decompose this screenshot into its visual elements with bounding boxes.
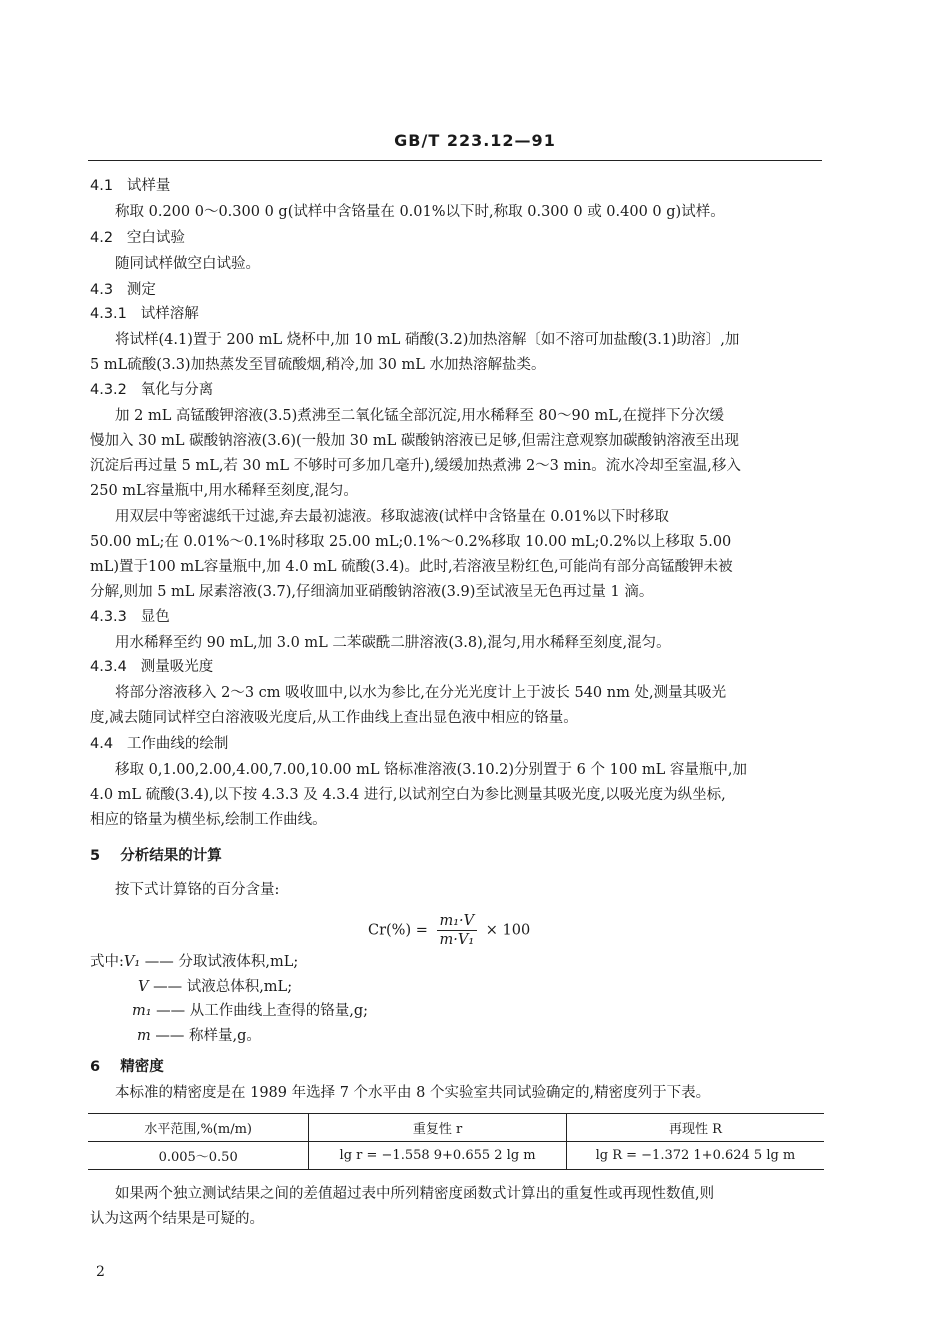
paragraph-line: 如果两个独立测试结果之间的差值超过表中所列精密度函数式计算出的重复性或再现性数值,则 [115, 1186, 715, 1202]
section-title: 工作曲线的绘制 [126, 736, 229, 752]
paragraph-line: 用双层中等密滤纸干过滤,弃去最初滤液。移取滤液(试样中含铬量在 0.01%以下时移取 [115, 509, 669, 525]
section-number: 5 [90, 848, 101, 864]
where-clause-item [137, 1026, 261, 1046]
where-clause-item [138, 977, 292, 997]
section-4-1-heading [90, 176, 170, 196]
formula-lhs: Cr(%) = [368, 922, 428, 939]
section-6-heading [90, 1057, 164, 1077]
where-clause-item [90, 952, 298, 972]
section-number: 4.2 [90, 230, 114, 246]
section-number: 4.3.3 [90, 609, 127, 625]
calculation-formula [368, 912, 530, 949]
paragraph-line: 用水稀释至约 90 mL,加 3.0 mL 二苯碳酰二肼溶液(3.8),混匀,用水稀释至刻度,混匀。 [115, 635, 671, 651]
section-4-4-heading [90, 734, 228, 754]
section-4-3-2-heading [90, 380, 213, 400]
section-number: 4.1 [90, 178, 114, 194]
paragraph-line: 5 mL硫酸(3.3)加热蒸发至冒硫酸烟,稍冷,加 30 mL 水加热溶解盐类。 [90, 357, 546, 373]
standard-code-header: GB/T 223.12—91 [394, 131, 556, 150]
section-title: 氧化与分离 [140, 382, 214, 398]
variable-description: —— 从工作曲线上查得的铬量,g; [156, 1003, 369, 1019]
variable-symbol: m₁ [132, 1003, 152, 1019]
table-row [88, 1142, 824, 1170]
variable-symbol: V₁ [123, 954, 141, 970]
column-header: 水平范围,%(m/m) [88, 1114, 309, 1142]
paragraph-line: 慢加入 30 mL 碳酸钠溶液(3.6)(一般加 30 mL 碳酸钠溶液已足够,但需注意观察加碳酸钠溶液至出现 [90, 433, 739, 449]
table-cell: 0.005～0.50 [88, 1142, 309, 1170]
formula-numerator: m₁·V [437, 912, 478, 931]
formula-fraction [437, 912, 478, 949]
paragraph-line: 度,减去随同试样空白溶液吸光度后,从工作曲线上查出显色液中相应的铬量。 [90, 710, 578, 726]
section-number: 4.3 [90, 282, 114, 298]
column-header: 再现性 R [566, 1114, 824, 1142]
variable-description: —— 分取试液体积,mL; [144, 954, 299, 970]
section-title: 试样量 [126, 178, 171, 194]
paragraph: 称取 0.200 0～0.300 0 g(试样中含铬量在 0.01%以下时,称取 0.300 0 或 0.400 0 g)试样。 [115, 204, 725, 220]
section-4-2-heading [90, 228, 185, 248]
paragraph-line: 按下式计算铬的百分含量: [115, 882, 280, 898]
section-4-3-heading [90, 280, 156, 300]
table-cell: lg r = −1.558 9+0.655 2 lg m [309, 1142, 567, 1170]
table-cell: lg R = −1.372 1+0.624 5 lg m [566, 1142, 824, 1170]
formula-denominator: m·V₁ [439, 932, 475, 948]
paragraph-line: 相应的铬量为横坐标,绘制工作曲线。 [90, 812, 327, 828]
paragraph-line: 250 mL容量瓶中,用水稀释至刻度,混匀。 [90, 483, 358, 499]
paragraph: 随同试样做空白试验。 [115, 256, 260, 272]
section-number: 4.3.4 [90, 659, 127, 675]
section-title: 测定 [126, 282, 156, 298]
variable-description: —— 试液总体积,mL; [153, 979, 293, 995]
paragraph-line: 分解,则加 5 mL 尿素溶液(3.7),仔细滴加亚硝酸钠溶液(3.9)至试液呈无色再过量 1 滴。 [90, 584, 654, 600]
section-title: 试样溶解 [140, 306, 199, 322]
section-5-heading [90, 846, 222, 866]
paragraph-line: mL)置于100 mL容量瓶中,加 4.0 mL 硫酸(3.4)。此时,若溶液呈粉红色,可能尚有部分高锰酸钾未被 [90, 559, 733, 575]
section-number: 4.4 [90, 736, 114, 752]
paragraph-line: 将部分溶液移入 2～3 cm 吸收皿中,以水为参比,在分光光度计上于波长 540 nm 处,测量其吸光 [115, 685, 727, 701]
table-header-row [88, 1114, 824, 1142]
section-title: 分析结果的计算 [120, 848, 222, 864]
section-title: 显色 [140, 609, 170, 625]
formula-rhs: × 100 [485, 922, 531, 939]
section-title: 空白试验 [126, 230, 185, 246]
section-number: 4.3.1 [90, 306, 127, 322]
variable-symbol: m [137, 1028, 151, 1044]
column-header: 重复性 r [309, 1114, 567, 1142]
paragraph-line: 将试样(4.1)置于 200 mL 烧杯中,加 10 mL 硝酸(3.2)加热溶解〔如不溶可加盐酸(3.1)助溶〕,加 [115, 332, 740, 348]
where-prefix: 式中: [90, 954, 124, 970]
section-4-3-4-heading [90, 657, 213, 677]
paragraph-line: 本标准的精密度是在 1989 年选择 7 个水平由 8 个实验室共同试验确定的,精密度列于下表。 [115, 1085, 711, 1101]
variable-description: —— 称样量,g。 [155, 1028, 261, 1044]
precision-table [88, 1113, 824, 1170]
section-4-3-3-heading [90, 607, 170, 627]
page-number: 2 [96, 1264, 105, 1280]
paragraph-line: 移取 0,1.00,2.00,4.00,7.00,10.00 mL 铬标准溶液(3.10.2)分别置于 6 个 100 mL 容量瓶中,加 [115, 762, 747, 778]
section-4-3-1-heading [90, 304, 199, 324]
where-clause-item [132, 1001, 368, 1021]
paragraph-line: 加 2 mL 高锰酸钾溶液(3.5)煮沸至二氧化锰全部沉淀,用水稀释至 80～90 mL,在搅拌下分次缓 [115, 408, 725, 424]
section-number: 4.3.2 [90, 382, 127, 398]
paragraph-line: 沉淀后再过量 5 mL,若 30 mL 不够时可多加几毫升),缓缓加热煮沸 2～3 min。流水冷却至室温,移入 [90, 458, 741, 474]
paragraph-line: 50.00 mL;在 0.01%～0.1%时移取 25.00 mL;0.1%～0.2%移取 10.00 mL;0.2%以上移取 5.00 [90, 534, 732, 550]
variable-symbol: V [138, 979, 149, 995]
section-title: 精密度 [120, 1059, 164, 1075]
header-rule [88, 160, 822, 161]
section-number: 6 [90, 1059, 101, 1075]
section-title: 测量吸光度 [140, 659, 214, 675]
paragraph-line: 4.0 mL 硫酸(3.4),以下按 4.3.3 及 4.3.4 进行,以试剂空白为参比测量其吸光度,以吸光度为纵坐标, [90, 787, 726, 803]
paragraph-line: 认为这两个结果是可疑的。 [90, 1211, 264, 1227]
